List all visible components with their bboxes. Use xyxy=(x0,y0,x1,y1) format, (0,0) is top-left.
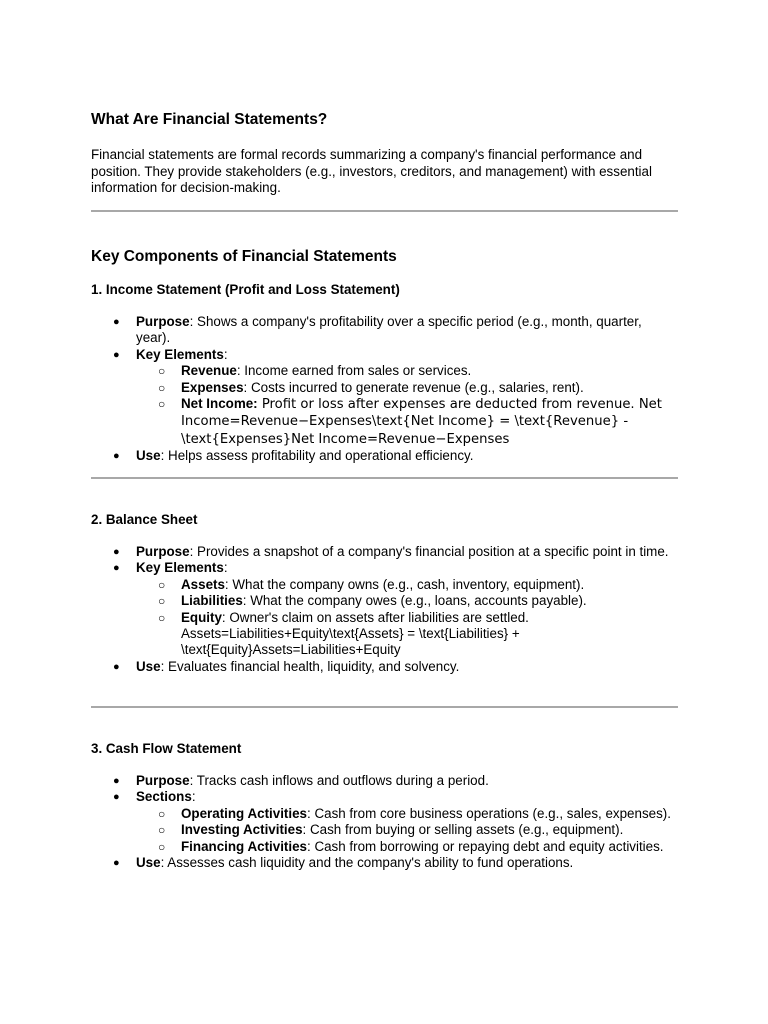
bullet-icon: ● xyxy=(113,348,120,361)
section-title: Key Components of Financial Statements xyxy=(91,248,397,265)
item-label: Financing Activities xyxy=(181,838,307,854)
sub-list-item xyxy=(91,610,679,659)
sub-list-item xyxy=(91,822,679,838)
item-text: : Cash from buying or selling assets (e.g., equipment). xyxy=(302,822,624,838)
bullet-icon: ● xyxy=(113,546,120,558)
circle-bullet-icon: ○ xyxy=(158,839,166,854)
balance-sheet-list xyxy=(91,544,679,675)
list-item xyxy=(91,544,679,560)
item-text: : Income earned from sales or services. xyxy=(236,363,472,379)
item-label: Use xyxy=(136,855,161,871)
list-item xyxy=(91,773,679,789)
item-label: Use xyxy=(136,448,161,464)
list-item xyxy=(91,560,679,576)
bullet-icon: ● xyxy=(113,791,120,804)
net-income-formula: Profit or loss after expenses are deducted from revenue. Net Income=Revenue−Expenses\text{Net Income} = \text{Revenue} - \text{Expenses}Net Income=Revenue−Expenses xyxy=(181,397,662,447)
sub-list-item xyxy=(91,839,679,855)
divider xyxy=(91,477,678,479)
bullet-icon: ● xyxy=(113,450,120,463)
list-item xyxy=(91,659,679,675)
item-text: : Shows a company's profitability over a specific period (e.g., month, quarter, year). xyxy=(136,314,642,346)
item-label: Revenue xyxy=(181,363,237,379)
list-item xyxy=(91,855,679,871)
list-item xyxy=(91,789,679,805)
item-label: Use xyxy=(136,658,161,674)
item-text: : xyxy=(223,560,228,576)
circle-bullet-icon: ○ xyxy=(158,823,166,838)
cash-flow-list xyxy=(91,773,679,871)
item-text: : What the company owns (e.g., cash, inventory, equipment). xyxy=(224,576,585,592)
item-label: Purpose xyxy=(136,544,190,559)
income-statement-heading: 1. Income Statement (Profit and Loss Statement) xyxy=(91,282,400,297)
bullet-icon: ● xyxy=(113,660,120,673)
page-title: What Are Financial Statements? xyxy=(91,111,328,128)
income-statement-list xyxy=(91,314,679,465)
divider xyxy=(91,210,678,212)
item-label: Investing Activities xyxy=(181,822,303,838)
item-label: Operating Activities xyxy=(181,805,308,821)
list-item xyxy=(91,314,679,347)
equity-formula: : Owner's claim on assets after liabilities are settled. Assets=Liabilities+Equity\text{Assets} = \text{Liabilities} + \text{Equity}Assets=Liabilities+Equity xyxy=(181,609,529,658)
circle-bullet-icon: ○ xyxy=(158,577,166,592)
cash-flow-heading: 3. Cash Flow Statement xyxy=(91,741,242,756)
item-text: : Provides a snapshot of a company's financial position at a specific point in time. xyxy=(189,544,669,559)
item-label: Net Income: xyxy=(181,396,258,412)
item-text: : Costs incurred to generate revenue (e.g., salaries, rent). xyxy=(243,379,584,395)
item-label: Purpose xyxy=(136,314,190,329)
bullet-icon: ● xyxy=(113,316,120,328)
item-text: : xyxy=(191,789,196,805)
circle-bullet-icon: ○ xyxy=(158,364,166,379)
circle-bullet-icon: ○ xyxy=(158,397,166,412)
item-text: : Assesses cash liquidity and the company's ability to fund operations. xyxy=(160,855,574,871)
item-text: : Cash from borrowing or repaying debt and equity activities. xyxy=(307,838,664,854)
circle-bullet-icon: ○ xyxy=(158,806,166,821)
sub-list-item xyxy=(91,363,679,379)
balance-sheet-heading: 2. Balance Sheet xyxy=(91,512,198,527)
item-text: : xyxy=(223,346,228,362)
sub-list-item xyxy=(91,577,679,593)
divider xyxy=(91,706,678,708)
item-label: Sections xyxy=(136,789,192,805)
circle-bullet-icon: ○ xyxy=(158,610,166,625)
item-label: Purpose xyxy=(136,773,190,788)
sub-list-item xyxy=(91,396,679,448)
list-item xyxy=(91,347,679,363)
intro-paragraph: Financial statements are formal records summarizing a company's financial performance and position. They provide stakeholders (e.g., investors, creditors, and management) with essential information for decision-making. xyxy=(91,147,652,195)
item-text: : Cash from core business operations (e.g., sales, expenses). xyxy=(307,805,671,821)
item-text: : What the company owes (e.g., loans, accounts payable). xyxy=(242,593,587,609)
item-text: : Tracks cash inflows and outflows during a period. xyxy=(189,773,489,788)
circle-bullet-icon: ○ xyxy=(158,594,166,609)
item-text: : Evaluates financial health, liquidity, and solvency. xyxy=(160,658,460,674)
bullet-icon: ● xyxy=(113,775,120,787)
item-text: : Helps assess profitability and operational efficiency. xyxy=(160,448,474,464)
bullet-icon: ● xyxy=(113,857,120,870)
sub-list-item xyxy=(91,593,679,609)
item-label: Key Elements xyxy=(136,560,224,576)
list-item xyxy=(91,448,679,464)
item-label: Assets xyxy=(181,576,225,592)
item-label: Liabilities xyxy=(181,593,243,609)
bullet-icon: ● xyxy=(113,562,120,575)
circle-bullet-icon: ○ xyxy=(158,380,166,395)
item-label: Expenses xyxy=(181,379,244,395)
item-label: Equity xyxy=(181,609,222,625)
sub-list-item xyxy=(91,380,679,396)
item-label: Key Elements xyxy=(136,346,224,362)
sub-list-item xyxy=(91,806,679,822)
